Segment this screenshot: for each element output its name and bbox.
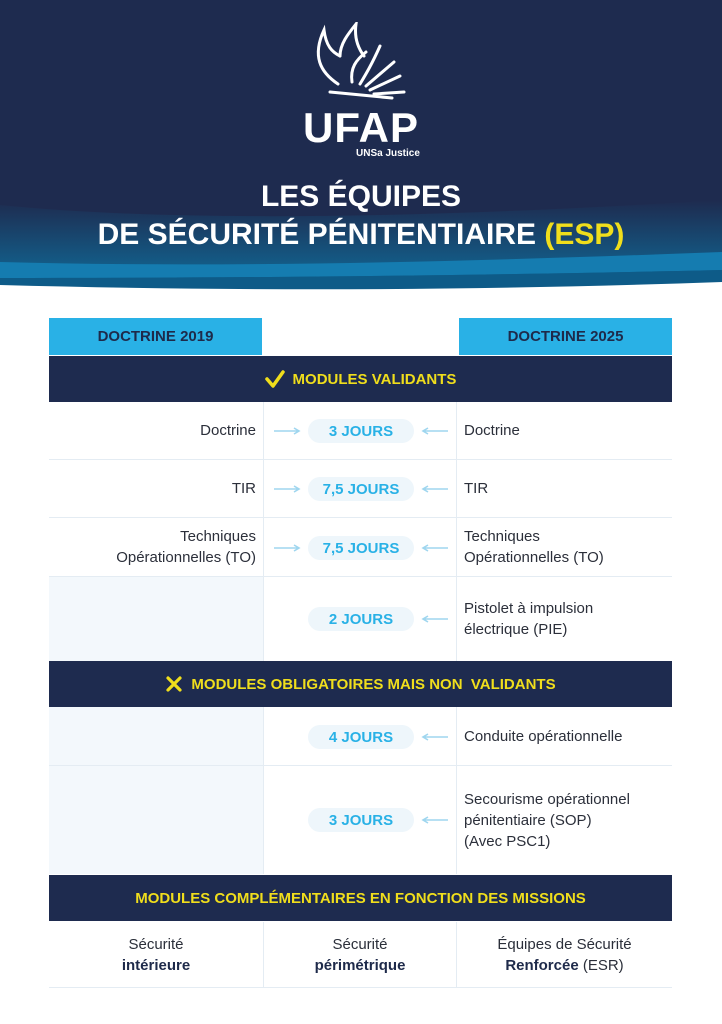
cell-duration [263, 766, 457, 874]
cell-text: TIR [231, 480, 256, 497]
column-header-2025: DOCTRINE 2025 [459, 318, 672, 355]
title-line-2 [0, 216, 722, 254]
mission-perimeter [263, 922, 457, 988]
title-line-1: LES ÉQUIPES [260, 180, 462, 213]
cell-2019 [49, 518, 263, 576]
section-mandatory-label: MODULES OBLIGATOIRES MAIS NON VALIDANTS [191, 675, 556, 693]
arrow-right-icon [274, 485, 302, 493]
section-mandatory [49, 661, 672, 707]
table-row [49, 577, 672, 661]
table-row [49, 460, 672, 518]
arrow-right-icon [274, 427, 302, 435]
flame-wings-icon [300, 22, 422, 104]
arrow-left-icon [420, 733, 448, 741]
duration-pill: 3 JOURS [308, 808, 414, 832]
arrow-left-icon [420, 485, 448, 493]
cell-2019-empty [49, 577, 263, 661]
arrow-left-icon [420, 615, 448, 623]
table-row [49, 518, 672, 577]
section-validating [49, 356, 672, 402]
mission-line-1: Sécurité [332, 936, 388, 953]
logo-brand: UFAP [302, 104, 419, 151]
duration-pill: 2 JOURS [308, 607, 414, 631]
cell-text: TIR [464, 480, 489, 497]
cell-2019-empty [49, 766, 263, 874]
check-icon [265, 370, 285, 388]
cell-2025 [457, 460, 672, 517]
section-validating-label: MODULES VALIDANTS [292, 370, 457, 388]
ufap-logo [300, 22, 422, 162]
cell-text: Techniques Opérationnelles (TO) [464, 528, 604, 566]
cross-icon [165, 675, 183, 693]
cell-text: Conduite opérationnelle [464, 727, 623, 745]
table-row [49, 766, 672, 874]
arrow-left-icon [420, 544, 448, 552]
title-line-2-text: DE SÉCURITÉ PÉNITENTIAIRE [97, 218, 537, 251]
mission-line-2: périmétrique [314, 957, 406, 974]
mission-interior [49, 922, 263, 988]
table-row [49, 707, 672, 766]
cell-duration [263, 518, 457, 576]
mission-line-1: Sécurité [128, 936, 184, 953]
cell-text: Secourisme opérationnel pénitentiaire (SOP) (Avec PSC1) [464, 790, 630, 850]
mission-line-1: Équipes de Sécurité [497, 936, 632, 953]
cell-duration [263, 402, 457, 459]
cell-2025 [457, 766, 672, 874]
duration-pill: 3 JOURS [308, 419, 414, 443]
table-row [49, 402, 672, 460]
cell-duration [263, 577, 457, 661]
arrow-right-icon [274, 544, 302, 552]
page-title [0, 178, 722, 254]
cell-text: Doctrine [464, 422, 520, 439]
column-header-2019: DOCTRINE 2019 [49, 318, 262, 355]
cell-2025 [457, 577, 672, 661]
cell-text: Pistolet à impulsion électrique (PIE) [464, 600, 594, 638]
cell-2025 [457, 518, 672, 576]
cell-2025 [457, 707, 672, 765]
cell-2025 [457, 402, 672, 459]
missions-row [49, 922, 672, 988]
logo-subtitle: UNSa Justice [356, 148, 420, 159]
mission-line-2: Renforcée (ESR) [505, 957, 624, 974]
cell-2019 [49, 402, 263, 459]
cell-duration [263, 707, 457, 765]
arrow-left-icon [420, 427, 448, 435]
mission-reinforced [457, 922, 672, 988]
title-accent: (ESP) [544, 218, 625, 251]
cell-duration [263, 460, 457, 517]
cell-text: Techniques Opérationnelles (TO) [116, 528, 256, 566]
header-banner [0, 0, 722, 290]
section-complementary [49, 875, 672, 921]
arrow-left-icon [420, 816, 448, 824]
duration-pill: 7,5 JOURS [308, 477, 414, 501]
cell-text: Doctrine [200, 422, 256, 439]
mission-line-2: intérieure [121, 957, 191, 974]
section-complementary-label: MODULES COMPLÉMENTAIRES EN FONCTION DES MISSIONS [135, 889, 586, 907]
cell-2019-empty [49, 707, 263, 765]
cell-2019 [49, 460, 263, 517]
duration-pill: 4 JOURS [308, 725, 414, 749]
duration-pill: 7,5 JOURS [308, 536, 414, 560]
